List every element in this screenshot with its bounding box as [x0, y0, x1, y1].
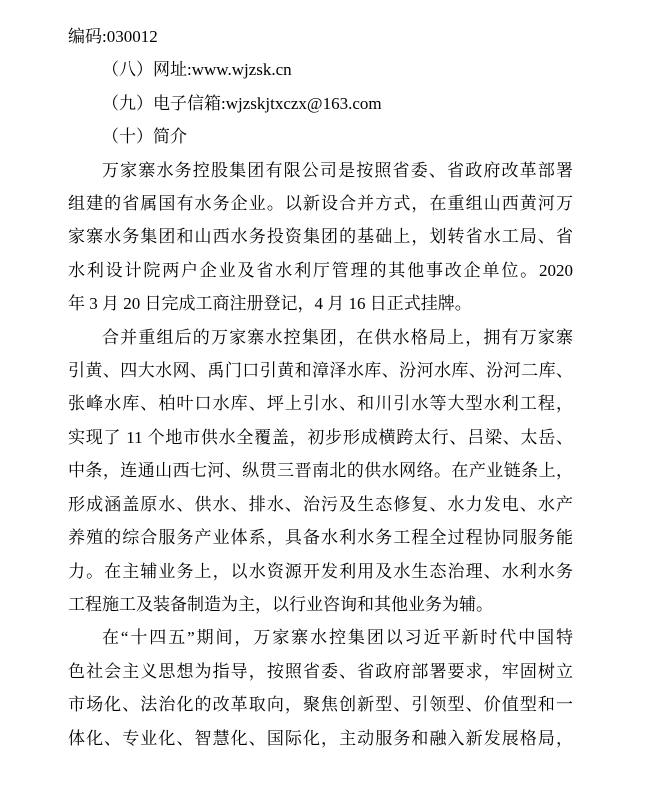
- paragraph-2: [68, 321, 573, 622]
- text-line: 色社会主义思想为指导，按照省委、省政府部署要求，牢固树立: [68, 661, 573, 681]
- text-line: 水利设计院两户企业及省水利厅管理的其他事改企单位。2020: [68, 260, 573, 280]
- text-line: 万家寨水务控股集团有限公司是按照省委、省政府改革部署: [102, 160, 573, 180]
- text-line: 组建的省属国有水务企业。以新设合并方式，在重组山西黄河万: [68, 194, 573, 214]
- text-line: 在“十四五”期间，万家寨水控集团以习近平新时代中国特: [102, 628, 573, 648]
- paragraph-3: [68, 621, 573, 755]
- text-line: 张峰水库、柏叶口水库、坪上引水、和川引水等大型水利工程，: [68, 394, 573, 414]
- text-line: 中条，连通山西七河、纵贯三晋南北的供水网络。在产业链条上，: [68, 461, 573, 481]
- text-line: 工程施工及装备制造为主，以行业咨询和其他业务为辅。: [68, 594, 493, 614]
- text-line: 合并重组后的万家寨水控集团，在供水格局上，拥有万家寨: [102, 327, 573, 347]
- text-line: 引黄、四大水网、禹门口引黄和漳泽水库、汾河水库、汾河二库、: [68, 361, 573, 381]
- text-line: 形成涵盖原水、供水、排水、治污及生态修复、水力发电、水产: [68, 494, 573, 514]
- item-line-website: （八）网址:www.wjzsk.cn: [102, 60, 292, 80]
- item-line-intro: （十）简介: [102, 127, 187, 147]
- text-line: 力。在主辅业务上，以水资源开发利用及水生态治理、水利水务: [68, 561, 573, 581]
- code-line: 编码:030012: [68, 27, 158, 46]
- text-line: 实现了 11 个地市供水全覆盖，初步形成横跨太行、吕梁、太岳、: [68, 427, 573, 447]
- text-line: 年 3 月 20 日完成工商注册登记，4 月 16 日正式挂牌。: [68, 294, 472, 314]
- text-line: 养殖的综合服务产业体系，具备水利水务工程全过程协同服务能: [68, 528, 573, 548]
- item-line-email: （九）电子信箱:wjzskjtxczx@163.com: [102, 93, 382, 113]
- text-line: 市场化、法治化的改革取向，聚焦创新型、引领型、价值型和一: [68, 695, 573, 715]
- text-line: 家寨水务集团和山西水务投资集团的基础上，划转省水工局、省: [68, 227, 573, 247]
- paragraph-1: [68, 154, 573, 321]
- text-line: 体化、专业化、智慧化、国际化，主动服务和融入新发展格局，: [68, 728, 573, 748]
